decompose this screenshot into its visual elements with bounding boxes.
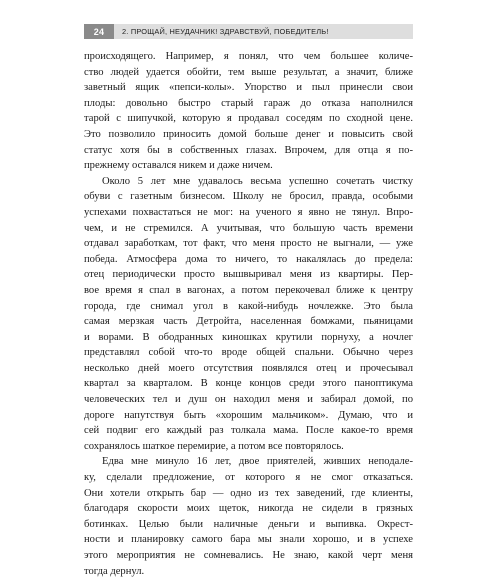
text-line: отец периодически просто вышвыривал меня из квартиры. Пер- (84, 269, 413, 281)
text-line: отдавал заработкам, тот факт, что меня просто не выгнали, — уже (84, 238, 413, 250)
text-line: ку, сделали предложение, от которого я не смог отказаться. (84, 472, 413, 484)
text-line: чем, и не стремился. А учитывая, что большую часть времени (84, 222, 413, 234)
text-line: успехами похвастаться не мог: на ученого я явно не тянул. Впро- (84, 206, 413, 218)
text-line: квартал за кварталом. В конце концов среди этого паноптикума (84, 378, 413, 390)
text-line: победа. Атмосфера дома то ничего, то накалялась до предела: (84, 253, 413, 265)
text-line: благодаря скорости моих щеток, никогда не сидели в грязных (84, 503, 413, 515)
text-line: дороге напутствуя быть «хорошим мальчиком». Думаю, что и (84, 409, 413, 421)
text-line: человеческих тел и душ он находил меня и забирал домой, по (84, 394, 413, 406)
running-header (84, 24, 413, 39)
paragraph (84, 454, 413, 579)
text-line: самая мерзкая часть Детройта, населенная бомжами, пьяницами (84, 316, 413, 328)
text-line: представлял собой что-то вроде общей спальни. Обычно через (84, 347, 413, 359)
text-line: города, где снимал угол в какой-нибудь ночлежке. Это была (84, 300, 413, 312)
text-line: Едва мне минуло 16 лет, двое приятелей, живших неподале- (102, 456, 413, 468)
text-line: обуви с газетным бизнесом. Школу не бросил, правда, особыми (84, 191, 413, 203)
text-line: и ворами. В ободранных киношках крутили порнуху, а ночлег (84, 331, 413, 343)
paragraph (84, 49, 413, 174)
text-line: несколько дней моего отсутствия появлялся отец и прочесывал (84, 362, 413, 374)
text-line: прежнему оставался никем и даже ничем. (84, 160, 273, 172)
text-line: тарой с шипучкой, которую я продавал соседям по сходной цене. (84, 113, 413, 125)
text-line: происходящего. Например, я понял, что чем большее количе- (84, 51, 413, 62)
text-line: этого мероприятия не сомневались. Не знаю, какой черт меня (84, 550, 413, 561)
text-line: сей подвиг его каждый раз толкала мама. После какое-то время (84, 425, 413, 437)
text-line: сохранялось шаткое перемирие, а потом все повторялось. (84, 440, 344, 452)
text-line: ности и планировку самого бара мы знали хорошо, и в успехе (84, 534, 413, 546)
paragraph (84, 174, 413, 455)
page-number: 24 (84, 24, 114, 39)
text-line: тогда дернул. (84, 565, 145, 577)
text-line: Это позволило приносить домой больше денег и повысить свой (84, 128, 413, 140)
text-line: вое время я спал в вагонах, а потом перекочевал ближе к центру (84, 284, 413, 296)
text-line: плоды: довольно быстро старый гараж до отказа наполнился (84, 97, 413, 109)
text-line: заветный ящик «пепси-колы». Упорство и пыл принесли свои (84, 82, 413, 94)
text-line: Около 5 лет мне удавалось весьма успешно сочетать чистку (102, 175, 413, 187)
text-line: статус хотя бы в собственных глазах. Впрочем, для отца я по- (84, 144, 413, 156)
chapter-title: 2. ПРОЩАЙ, НЕУДАЧНИК! ЗДРАВСТВУЙ, ПОБЕДИТЕЛЬ! (114, 24, 413, 39)
text-line: ботинках. Целью были наличные деньги и выпивка. Окрест- (84, 518, 413, 530)
text-line: Они хотели открыть бар — одно из тех заведений, где клиенты, (84, 487, 413, 499)
text-line: ство людей удается обойти, тем выше результат, а значит, ближе (84, 66, 413, 78)
